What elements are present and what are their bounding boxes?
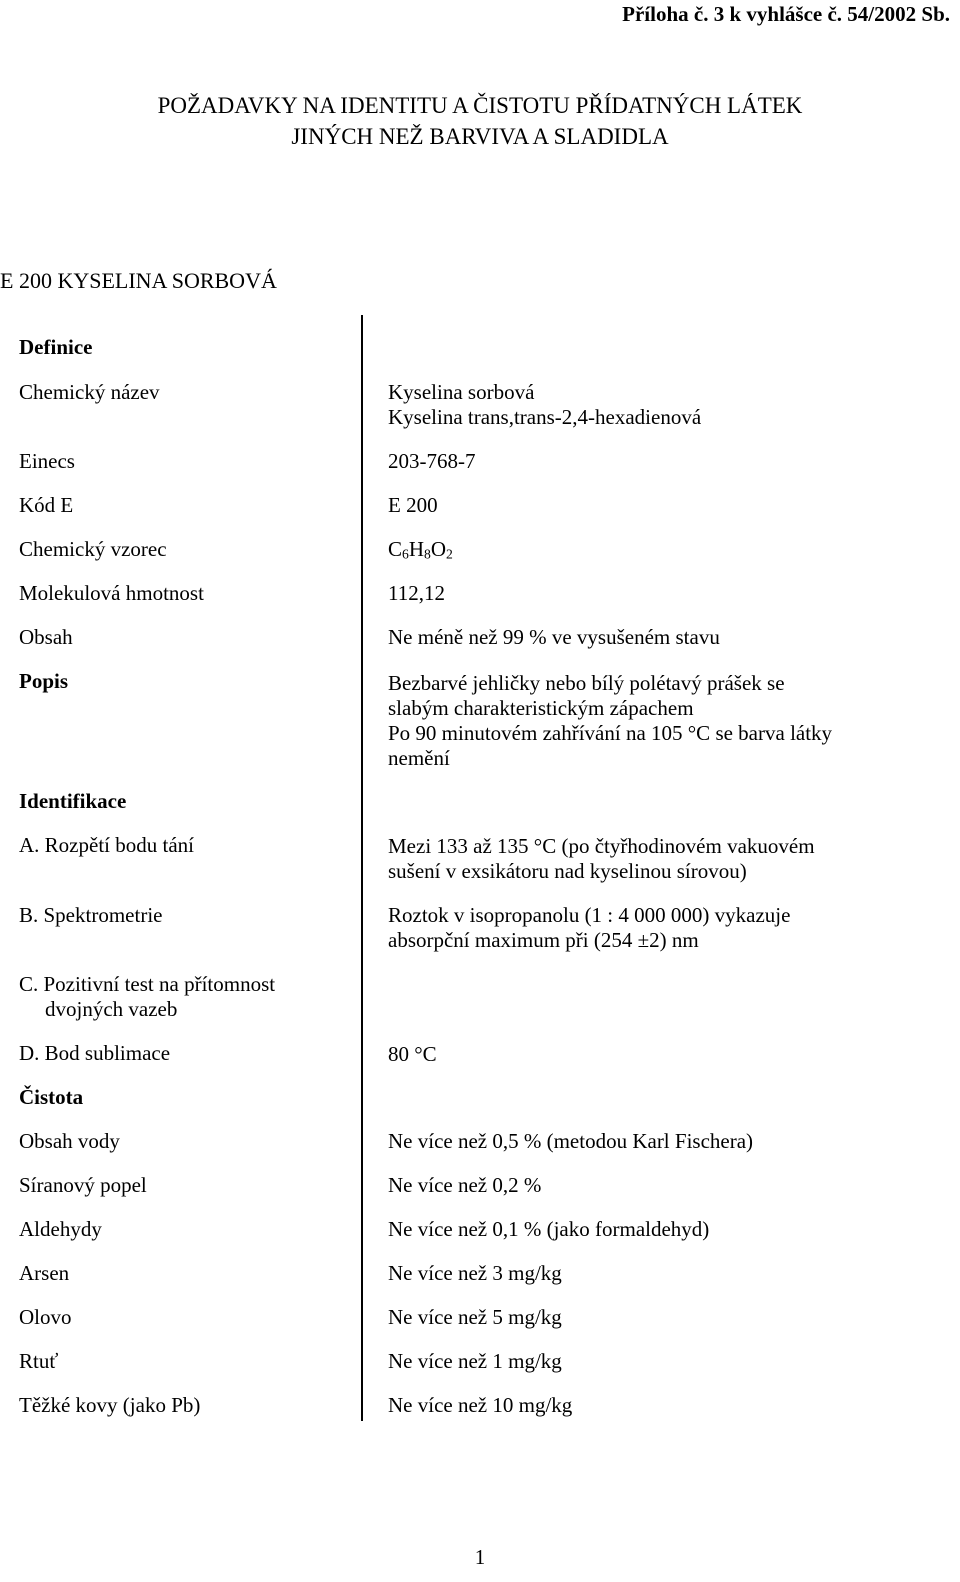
kod-e-value: E 200	[388, 493, 438, 517]
spectrometry-label: B. Spektrometrie	[19, 903, 163, 927]
purity-value-heavy-metals: Ne více než 10 mg/kg	[388, 1393, 573, 1417]
page-number: 1	[474, 1545, 486, 1569]
obsah-value: Ne méně než 99 % ve vysušeném stavu	[388, 625, 720, 649]
sublimation-label: D. Bod sublimace	[19, 1041, 171, 1065]
purity-value-sulfated-ash: Ne více než 0,2 %	[388, 1173, 542, 1197]
double-bond-test-label-2: dvojných vazeb	[45, 997, 178, 1021]
purity-label-sulfated-ash: Síranový popel	[19, 1173, 147, 1197]
melting-range-line-1: Mezi 133 až 135 °C (po čtyřhodinovém vakuovém	[388, 834, 815, 858]
substance-heading: E 200 KYSELINA SORBOVÁ	[0, 268, 277, 293]
cistota-heading: Čistota	[19, 1085, 84, 1109]
identifikace-heading: Identifikace	[19, 789, 127, 813]
formula-label: Chemický vzorec	[19, 537, 167, 561]
melting-range-label: A. Rozpětí bodu tání	[19, 833, 194, 857]
double-bond-test-label-1: C. Pozitivní test na přítomnost	[19, 972, 276, 996]
definice-heading: Definice	[19, 335, 93, 359]
purity-label-lead: Olovo	[19, 1305, 72, 1329]
melting-range-line-2: sušení v exsikátoru nad kyselinou sírovou)	[388, 859, 747, 883]
annex-reference: Příloha č. 3 k vyhlášce č. 54/2002 Sb.	[622, 2, 950, 26]
purity-label-water: Obsah vody	[19, 1129, 120, 1153]
popis-line-3: Po 90 minutovém zahřívání na 105 °C se barva látky	[388, 721, 833, 745]
kod-e-label: Kód E	[19, 493, 74, 517]
popis-label: Popis	[19, 669, 69, 693]
purity-label-heavy-metals: Těžké kovy (jako Pb)	[19, 1393, 201, 1417]
purity-label-arsenic: Arsen	[19, 1261, 70, 1285]
popis-line-2: slabým charakteristickým zápachem	[388, 696, 694, 720]
chem-name-label: Chemický název	[19, 380, 160, 404]
purity-value-lead: Ne více než 5 mg/kg	[388, 1305, 562, 1329]
purity-value-mercury: Ne více než 1 mg/kg	[388, 1349, 562, 1373]
purity-label-aldehydes: Aldehydy	[19, 1217, 102, 1241]
sublimation-value: 80 °C	[388, 1042, 437, 1066]
document-title-line2: JINÝCH NEŽ BARVIVA A SLADIDLA	[291, 124, 669, 149]
popis-line-1: Bezbarvé jehličky nebo bílý polétavý prášek se	[388, 671, 785, 695]
purity-label-mercury: Rtuť	[19, 1349, 59, 1373]
spectrometry-line-2: absorpční maximum při (254 ±2) nm	[388, 928, 699, 952]
molecular-weight-value: 112,12	[388, 581, 445, 605]
purity-value-arsenic: Ne více než 3 mg/kg	[388, 1261, 562, 1285]
chem-name-value-1: Kyselina sorbová	[388, 380, 535, 404]
document-title-line1: POŽADAVKY NA IDENTITU A ČISTOTU PŘÍDATNÝCH LÁTEK	[157, 93, 803, 118]
einecs-label: Einecs	[19, 449, 75, 473]
popis-line-4: nemění	[388, 746, 450, 770]
column-divider	[361, 315, 363, 1421]
purity-value-water: Ne více než 0,5 % (metodou Karl Fischera)	[388, 1129, 754, 1153]
chemical-formula: $C_6H_8O_2$	[388, 537, 453, 562]
chem-name-value-2: Kyselina trans,trans-2,4-hexadienová	[388, 405, 702, 429]
spectrometry-line-1: Roztok v isopropanolu (1 : 4 000 000) vykazuje	[388, 903, 791, 927]
purity-value-aldehydes: Ne více než 0,1 % (jako formaldehyd)	[388, 1217, 710, 1241]
molecular-weight-label: Molekulová hmotnost	[19, 581, 204, 605]
einecs-value: 203-768-7	[388, 449, 476, 473]
obsah-label: Obsah	[19, 625, 73, 649]
